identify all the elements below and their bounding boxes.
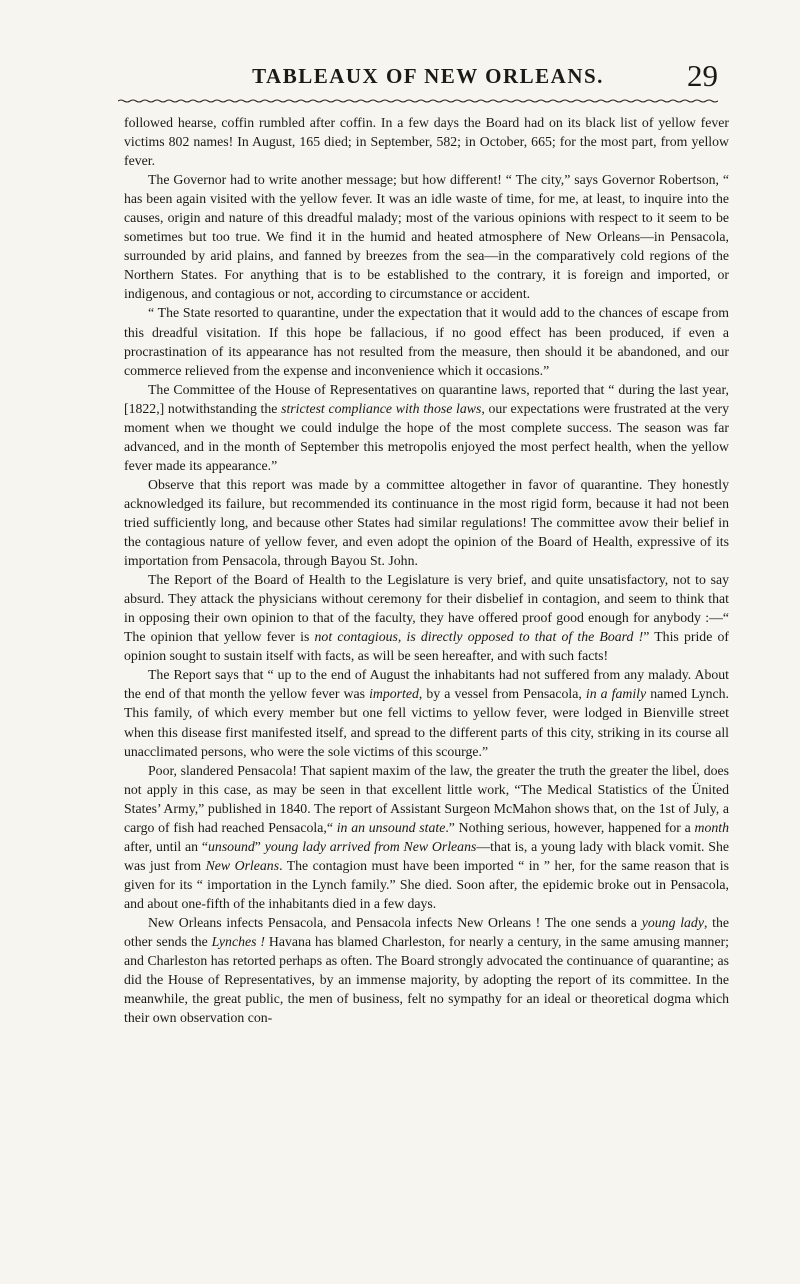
paragraph [124,303,729,379]
text-run: named Lynch. This family, of which every member but one fell victims to yellow fever, were lodged in Bienville street when this disease first manifested itself, and spread to the different parts of this city, striking in its course all unacclimated persons, who were the sole victims of this scourge.” [124,686,729,759]
italic-text: not contagious, is directly opposed to that of the Board ! [314,629,644,645]
text-run: . The contagion must have been imported “ in ” her, for the same reason that is given for its “ importation in the Lynch family.” She died. Soon after, the epidemic broke out in Pensacola, and about one-fifth of the inhabitants died in a few days. [124,857,729,911]
italic-text: imported [369,686,419,702]
paragraph [124,665,729,760]
text-run: , by a vessel from Pensacola, [418,686,586,702]
text-run: The Governor had to write another message; but how different! “ The city,” says Governor Robertson, “ has been again visited with the yellow fever. It was an idle waste of time, for me, at least, to inquire into the causes, origin and nature of this dreadful malady; most of the various opinions with respect to it seem to be sometimes but too true. We find it in the humid and heated atmosphere of New Orleans—in Pensacola, surrounded by arid plains, and fanned by breezes from the sea—in the comparatively cold regions of the Northern States. For anything that is to be established to the contrary, it is foreign and imported, or indigenous, and contagious or not, according to circumstance or accident. [124,172,729,302]
text-run: Havana has blamed Charleston, for nearly a century, in the same amusing manner; and Charleston has retorted perhaps as often. The Board strongly advocated the continuance of quarantine; as did the House of Representatives, by an immense majority, by adopting the report of its committee. In the meanwhile, the great public, the men of business, felt no sympathy for an ideal or theoretical dogma which their own observation con- [124,934,729,1026]
body-text [124,113,729,1027]
text-run: The Report of the Board of Health to the Legislature is very brief, and quite unsatisfactory, not to say absurd. They attack the physicians without ceremony for their disbelief in contagion, and seem to think that in opposing their own opinion to that of the faculty, they have offered proof good enough for anybody :—“ The opinion that yellow fever is [124,572,729,645]
paragraph [124,475,729,570]
text-run: followed hearse, coffin rumbled after coffin. In a few days the Board had on its black list of yellow fever victims 802 names! In August, 165 died; in September, 582; in October, 665; for the most part, from yellow fever. [124,115,729,169]
text-run: ” This pride of opinion sought to sustain itself with facts, as will be seen hereafter, and with such facts! [124,629,729,664]
text-run: —that is, a young lady with black vomit. She was just from [124,838,729,873]
page-number: 29 [687,58,718,93]
text-run: after, until an “ [124,838,209,854]
text-run: Observe that this report was made by a committee altogether in favor of quarantine. They honestly acknowledged its failure, but recommended its continuance in the most rigid form, because it had not been tried sufficiently long, and because other States had similar regulations! The committee avow their belief in the contagious nature of yellow fever, and even adopt the opinion of the Board of Health, expressive of its importation from Pensacola, through Bayou St. John. [124,476,729,569]
italic-text: young lady [641,914,704,930]
italic-text: New Orleans [205,857,280,873]
text-run: ” [254,838,265,854]
page-header [118,58,718,98]
text-run: The Committee of the House of Representatives on quarantine laws, reported that “ during the last year, [1822,] notwithstanding the [124,381,729,416]
text-run: New Orleans infects Pensacola, and Pensacola infects New Orleans ! The one sends a [148,914,642,930]
text-run: Poor, slandered Pensacola! That sapient maxim of the law, the greater the truth the greater the libel, does not apply in this case, as may be seen in that excellent little work, “The Medical Statistics of the Ünited States’ Army,” published in 1840. The report of Assistant Surgeon McMahon shows that, on the 1st of July, a cargo of fish had reached Pensacola,“ [124,762,729,835]
wavy-rule-ornament [118,99,718,103]
text-run: , the other sends the [124,914,729,950]
paragraph [124,170,729,303]
paragraph [124,570,729,665]
italic-text: month [694,819,729,835]
italic-text: young lady arrived from New Orleans [264,838,477,854]
text-run: “ The State resorted to quarantine, under the expectation that it would add to the chances of escape from this dreadful visitation. If this hope be fallacious, if no good effect has been produced, if even a procrastination of its appearance has not resulted from the measure, then should it be abandoned, and our commerce relieved from the expense and inconvenience which it occasions.” [124,305,729,378]
italic-text: in an unsound state [336,819,446,835]
italic-text: Lynches ! [211,934,265,950]
text-run: , our expectations were frustrated at the very moment when we thought we could indulge the hope of the most complete success. The season was far advanced, and in the month of September this metropolis enjoyed the most perfect health, when the yellow fever made its appearance.” [124,400,729,473]
text-run: The Report says that “ up to the end of August the inhabitants had not suffered from any malady. About the end of that month the yellow fever was [124,667,729,702]
paragraph [124,380,729,475]
paragraph [124,113,729,170]
italic-text: unsound [208,838,255,854]
paragraph [124,761,729,913]
italic-text: in a family [585,686,647,702]
italic-text: strictest compliance with those laws [281,400,482,416]
header-rule [118,99,718,102]
text-run: .” Nothing serious, however, happened for a [445,819,695,835]
running-title: TABLEAUX OF NEW ORLEANS. [252,64,604,88]
paragraph [124,913,729,1027]
